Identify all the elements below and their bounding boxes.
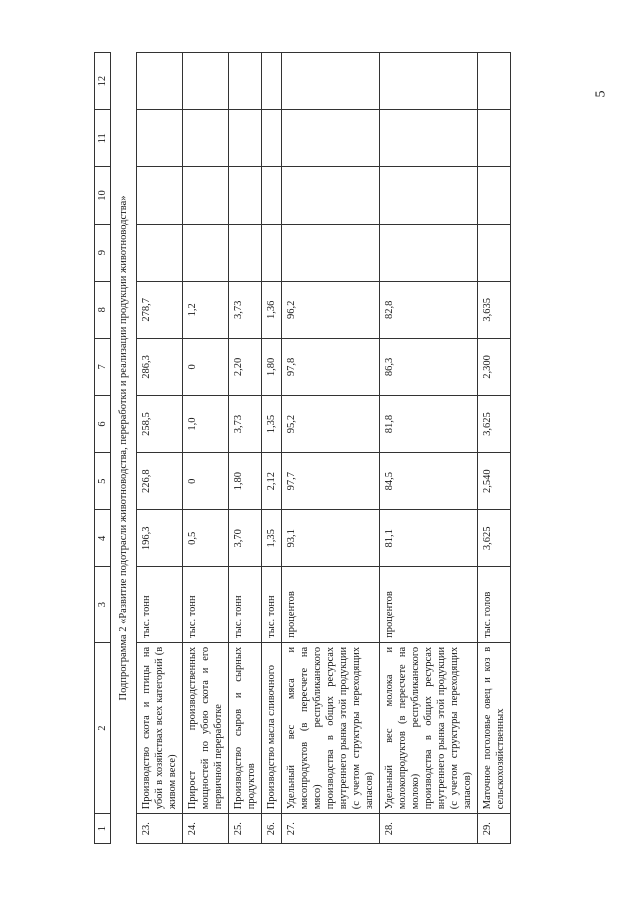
unit-cell: тыс. тонн xyxy=(137,567,183,642)
value-cell xyxy=(478,53,511,110)
table-row xyxy=(183,53,229,844)
table-row xyxy=(229,53,262,844)
unit-cell: тыс. голов xyxy=(478,567,511,642)
header-cell: 8 xyxy=(95,281,111,338)
table-row xyxy=(137,53,183,844)
unit-cell: тыс. тонн xyxy=(183,567,229,642)
row-number: 27. xyxy=(282,814,380,844)
header-cell: 6 xyxy=(95,395,111,452)
value-cell: 1,35 xyxy=(262,510,282,567)
header-cell: 9 xyxy=(95,224,111,281)
value-cell xyxy=(380,224,478,281)
value-cell: 0,5 xyxy=(183,510,229,567)
row-number: 23. xyxy=(137,814,183,844)
value-cell: 3,73 xyxy=(229,281,262,338)
value-cell xyxy=(262,224,282,281)
unit-cell: процентов xyxy=(380,567,478,642)
value-cell xyxy=(282,167,380,224)
value-cell: 1,0 xyxy=(183,395,229,452)
value-cell: 3,625 xyxy=(478,510,511,567)
indicator-name: Удельный вес молока и молокопродуктов (в пересчете на молоко) республиканского производства в общих ресурсах внутреннего рынка этой продукции (с учетом структуры переходящих запасов) xyxy=(380,642,478,813)
value-cell: 1,80 xyxy=(262,338,282,395)
value-cell: 2,540 xyxy=(478,453,511,510)
value-cell: 2,20 xyxy=(229,338,262,395)
rotated-table-container xyxy=(94,52,600,844)
value-cell: 81,1 xyxy=(380,510,478,567)
value-cell: 97,7 xyxy=(282,453,380,510)
unit-cell: тыс. тонн xyxy=(262,567,282,642)
value-cell: 258,5 xyxy=(137,395,183,452)
value-cell: 278,7 xyxy=(137,281,183,338)
value-cell: 1,35 xyxy=(262,395,282,452)
row-number: 26. xyxy=(262,814,282,844)
value-cell xyxy=(282,110,380,167)
subprogram-title: Подпрограмма 2 «Развитие подотрасли животноводства, переработки и реализации продукции животноводства» xyxy=(111,53,137,844)
value-cell: 0 xyxy=(183,453,229,510)
header-cell: 10 xyxy=(95,167,111,224)
value-cell xyxy=(478,110,511,167)
value-cell: 1,36 xyxy=(262,281,282,338)
value-cell: 95,2 xyxy=(282,395,380,452)
header-cell: 5 xyxy=(95,453,111,510)
value-cell xyxy=(137,224,183,281)
row-number: 29. xyxy=(478,814,511,844)
value-cell: 0 xyxy=(183,338,229,395)
table-row xyxy=(282,53,380,844)
table-row xyxy=(262,53,282,844)
value-cell xyxy=(229,224,262,281)
unit-cell: тыс. тонн xyxy=(229,567,262,642)
indicator-name: Производство скота и птицы на убой в хозяйствах всех категорий (в живом весе) xyxy=(137,642,183,813)
header-row xyxy=(95,53,111,844)
value-cell xyxy=(137,167,183,224)
header-cell: 12 xyxy=(95,53,111,110)
indicator-table xyxy=(94,52,511,844)
value-cell: 84,5 xyxy=(380,453,478,510)
header-cell: 2 xyxy=(95,642,111,813)
value-cell xyxy=(137,53,183,110)
header-cell: 7 xyxy=(95,338,111,395)
value-cell: 1,80 xyxy=(229,453,262,510)
value-cell xyxy=(262,53,282,110)
value-cell xyxy=(183,110,229,167)
header-cell: 4 xyxy=(95,510,111,567)
value-cell: 1,2 xyxy=(183,281,229,338)
value-cell xyxy=(262,167,282,224)
value-cell xyxy=(478,167,511,224)
page-number: 5 xyxy=(593,90,609,98)
value-cell: 226,8 xyxy=(137,453,183,510)
value-cell xyxy=(282,224,380,281)
header-cell: 3 xyxy=(95,567,111,642)
header-cell: 1 xyxy=(95,814,111,844)
value-cell: 93,1 xyxy=(282,510,380,567)
value-cell: 3,635 xyxy=(478,281,511,338)
indicator-name: Удельный вес мяса и мясопродуктов (в пересчете на мясо) республиканского производства в общих ресурсах внутреннего рынка этой продукции (с учетом структуры переходящих запасов) xyxy=(282,642,380,813)
value-cell xyxy=(380,53,478,110)
row-number: 24. xyxy=(183,814,229,844)
value-cell: 81,8 xyxy=(380,395,478,452)
header-cell: 11 xyxy=(95,110,111,167)
unit-cell: процентов xyxy=(282,567,380,642)
value-cell xyxy=(478,224,511,281)
indicator-name: Прирост производственных мощностей по убою скота и его первичной переработке xyxy=(183,642,229,813)
value-cell xyxy=(183,224,229,281)
value-cell xyxy=(183,167,229,224)
value-cell: 196,3 xyxy=(137,510,183,567)
value-cell xyxy=(262,110,282,167)
indicator-name: Маточное поголовье овец и коз в сельскохозяйственных xyxy=(478,642,511,813)
value-cell: 86,3 xyxy=(380,338,478,395)
value-cell xyxy=(282,53,380,110)
value-cell xyxy=(137,110,183,167)
value-cell: 2,12 xyxy=(262,453,282,510)
value-cell: 2,300 xyxy=(478,338,511,395)
value-cell xyxy=(229,110,262,167)
indicator-name: Производство масла сливочного xyxy=(262,642,282,813)
indicator-name: Производство сыров и сырных продуктов xyxy=(229,642,262,813)
value-cell: 286,3 xyxy=(137,338,183,395)
value-cell: 96,2 xyxy=(282,281,380,338)
value-cell: 97,8 xyxy=(282,338,380,395)
table-row xyxy=(380,53,478,844)
value-cell xyxy=(183,53,229,110)
subprogram-row xyxy=(111,53,137,844)
row-number: 28. xyxy=(380,814,478,844)
value-cell: 82,8 xyxy=(380,281,478,338)
table-row xyxy=(478,53,511,844)
value-cell xyxy=(380,167,478,224)
value-cell xyxy=(229,53,262,110)
row-number: 25. xyxy=(229,814,262,844)
value-cell xyxy=(229,167,262,224)
value-cell: 3,73 xyxy=(229,395,262,452)
value-cell: 3,70 xyxy=(229,510,262,567)
value-cell xyxy=(380,110,478,167)
value-cell: 3,625 xyxy=(478,395,511,452)
